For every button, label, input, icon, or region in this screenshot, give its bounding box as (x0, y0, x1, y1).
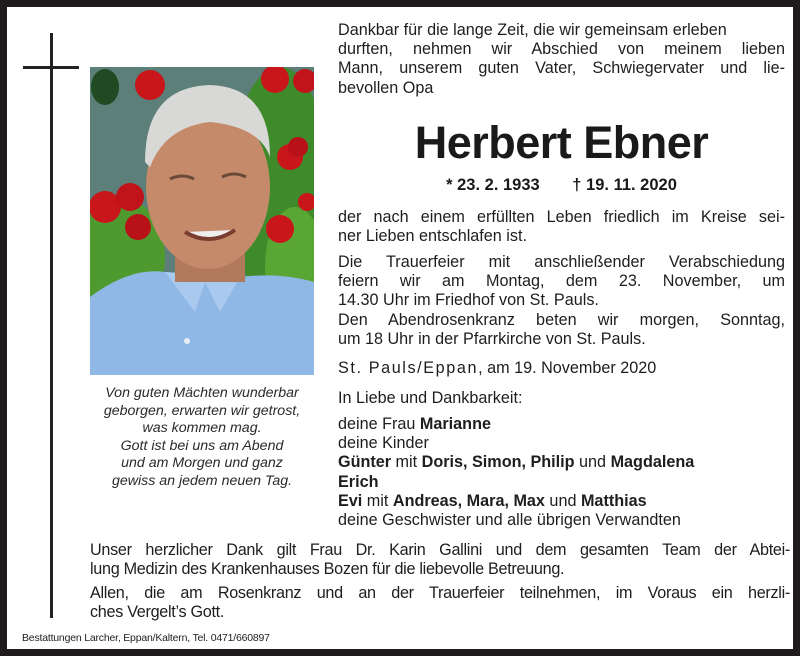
service-text (338, 253, 785, 349)
verse-line: Gott ist bei uns am Abend (120, 437, 284, 454)
cross-icon-vertical (50, 33, 53, 618)
death-date: † 19. 11. 2020 (572, 176, 677, 194)
birth-date: * 23. 2. 1933 (446, 176, 540, 194)
intro-text (338, 21, 785, 98)
intro-line: bevollen Opa (338, 78, 434, 97)
cross-icon-horizontal (23, 66, 79, 69)
thanks-text (90, 541, 790, 579)
portrait-photo (90, 67, 314, 375)
funeral-home-credit: Bestattungen Larcher, Eppan/Kaltern, Tel. 0471/660897 (22, 632, 270, 644)
intro-line: durften, nehmen wir Abschied von meinem lieben (338, 40, 785, 59)
children-label: deine Kinder (338, 434, 429, 453)
thanks-line: Unser herzlicher Dank gilt Frau Dr. Karin Gallini und dem gesamten Team der Abtei- (90, 541, 790, 559)
verse-line: geborgen, erwarten wir getrost, (103, 402, 301, 419)
deceased-name: Herbert Ebner (414, 117, 709, 168)
intro-line: Mann, unserem guten Vater, Schwiegervater und lie- (338, 59, 785, 78)
place: St. Pauls/Eppan (338, 359, 479, 377)
place-date (338, 359, 785, 378)
closing-line: Allen, die am Rosenkranz und an der Trauerfeier teilnehmen, im Voraus ein herzli- (90, 584, 790, 602)
wife-name: Marianne (419, 415, 491, 433)
memorial-verse (90, 385, 314, 491)
passing-line: ner Lieben entschlafen ist. (338, 227, 527, 246)
life-dates (338, 175, 785, 195)
service-line: Den Abendrosenkranz beten wir morgen, Sonntag, (338, 310, 785, 329)
verse-line: Von guten Mächten wunderbar (105, 385, 299, 401)
passing-text (338, 208, 785, 246)
passing-line: der nach einem erfüllten Leben friedlich im Kreise sei- (338, 208, 785, 226)
service-line: feiern wir am Montag, dem 23. November, um (338, 272, 785, 291)
mourner-wife: deine Frau Marianne (338, 415, 491, 433)
thanks-line: lung Medizin des Krankenhauses Bozen für die liebevolle Betreuung. (90, 560, 565, 579)
verse-line: gewiss an jedem neuen Tag. (111, 472, 293, 489)
date: , am 19. November 2020 (478, 359, 657, 377)
closing-text (90, 584, 790, 622)
mourner-family: Günter mit Doris, Simon, Philip und Magdalena (338, 453, 695, 472)
mourner-family: Evi mit Andreas, Mara, Max und Matthias (338, 491, 647, 510)
obituary-notice (7, 7, 793, 649)
other-relatives: deine Geschwister und alle übrigen Verwandten (338, 511, 681, 530)
verse-line: und am Morgen und ganz (121, 455, 283, 472)
mourners-heading: In Liebe und Dankbarkeit: (338, 389, 523, 407)
service-line: um 18 Uhr in der Pfarrkirche von St. Pauls. (338, 329, 646, 348)
intro-line: Dankbar für die lange Zeit, die wir gemeinsam erleben (338, 21, 727, 39)
portrait-image (90, 67, 314, 375)
verse-line: was kommen mag. (142, 420, 262, 437)
closing-line: ches Vergelt’s Gott. (90, 603, 225, 622)
service-line: 14.30 Uhr im Friedhof von St. Pauls. (338, 291, 599, 310)
mourner-family: Erich (338, 472, 379, 491)
mourners-list (338, 415, 785, 530)
service-line: Die Trauerfeier mit anschließender Verabschiedung (338, 253, 785, 271)
